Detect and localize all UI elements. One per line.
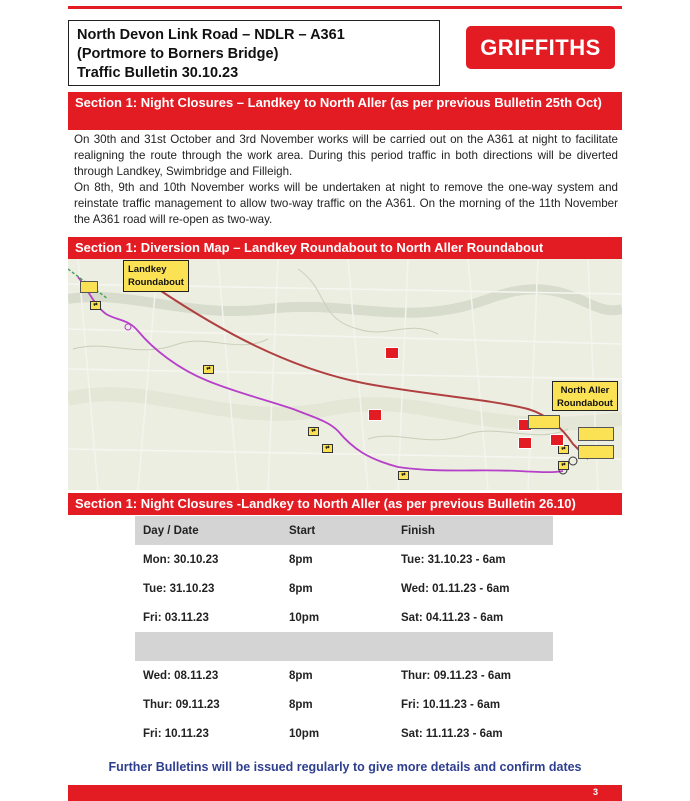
further-bulletins-note: Further Bulletins will be issued regularly to give more details and confirm dates [108,760,582,774]
diversion-arrow-sign-icon: ⇄ [398,471,409,480]
cell-day-date: Thur: 09.11.23 [143,698,220,711]
table-row [135,719,553,748]
griffiths-logo: GRIFFITHS [466,26,615,69]
cell-finish: Tue: 31.10.23 - 6am [401,553,506,566]
table-row [135,690,553,719]
cell-finish: Thur: 09.11.23 - 6am [401,669,511,682]
cell-finish: Fri: 10.11.23 - 6am [401,698,501,711]
diversion-ends-sign-icon [80,281,98,293]
column-header-start: Start [281,516,393,545]
table-row [135,661,553,690]
north-aller-roundabout-callout [552,381,618,411]
column-header-day-date: Day / Date [135,516,281,545]
diversion-arrow-sign-icon: ⇄ [558,445,569,454]
table-header-row [135,516,553,545]
diversion-map [68,259,622,490]
cell-day-date: Mon: 30.10.23 [143,553,219,566]
landkey-roundabout-callout [123,260,189,292]
road-closed-sign-icon [518,437,532,449]
diversion-arrow-sign-icon: ⇄ [90,301,101,310]
diversion-arrow-sign-icon: ⇄ [322,444,333,453]
table-row [135,545,553,574]
section1-paragraph-1: On 30th and 31st October and 3rd November works will be carried out on the A361 at night to facilitate realigning the route through the work area. During this period traffic in both directions will be diverted through Landkey, Swimbridge and Filleigh. [74,133,618,178]
cell-start: 8pm [289,582,313,595]
header-bulletin-date: Traffic Bulletin 30.10.23 [77,65,239,81]
cell-day-date: Fri: 03.11.23 [143,611,209,624]
header-title: North Devon Link Road – NDLR – A361 [77,27,345,43]
north-aller-roundabout-label: Roundabout [557,398,613,409]
cell-start [281,632,393,661]
cell-day-date: Fri: 10.11.23 [143,727,209,740]
diversion-arrow-sign-icon: ⇄ [203,365,214,374]
footer-bar [68,785,622,801]
diversion-arrow-sign-icon: ⇄ [308,427,319,436]
page-number: 3 [592,787,598,797]
cell-day-date [135,632,281,661]
cell-finish [393,632,553,661]
schedule-section-title-bar: Section 1: Night Closures -Landkey to North Aller (as per previous Bulletin 26.10) [68,493,622,515]
cell-start: 10pm [289,611,320,624]
cell-finish: Wed: 01.11.23 - 6am [401,582,510,595]
section1-title-bar: Section 1: Night Closures – Landkey to North Aller (as per previous Bulletin 25th Oct) [68,92,622,130]
diversion-arrow-sign-icon: ⇄ [558,461,569,470]
road-closure-note-icon [528,415,560,429]
map-section-title-bar: Section 1: Diversion Map – Landkey Roundabout to North Aller Roundabout [68,237,622,259]
cell-finish: Sat: 11.11.23 - 6am [401,727,503,740]
cell-start: 8pm [289,698,313,711]
bulletin-header [68,20,440,86]
section1-paragraph-2: On 8th, 9th and 10th November works will be undertaken at night to remove the one-way system and reinstate traffic management to allow two-way traffic on the A361. On the morning of the 11th November the A361 road will re-open as two-way. [74,181,618,226]
landkey-roundabout-label: Roundabout [128,277,184,288]
table-row [135,574,553,603]
cell-day-date: Tue: 31.10.23 [143,582,215,595]
cell-start: 8pm [289,553,313,566]
road-closed-sign-icon [385,347,399,359]
map-graphic [68,259,622,490]
landkey-label: Landkey [128,264,167,275]
road-closure-note-icon [578,445,614,459]
cell-start: 8pm [289,669,313,682]
road-closure-note-icon [578,427,614,441]
header-subtitle: (Portmore to Borners Bridge) [77,46,279,62]
road-closed-sign-icon [550,434,564,446]
cell-start: 10pm [289,727,320,740]
column-header-finish: Finish [393,516,553,545]
cell-day-date: Wed: 08.11.23 [143,669,219,682]
table-spacer-row [135,632,553,661]
cell-finish: Sat: 04.11.23 - 6am [401,611,504,624]
table-row [135,603,553,632]
night-closures-table [135,516,553,748]
top-accent-line [68,6,622,9]
north-aller-label: North Aller [560,385,610,396]
road-closed-sign-icon [368,409,382,421]
